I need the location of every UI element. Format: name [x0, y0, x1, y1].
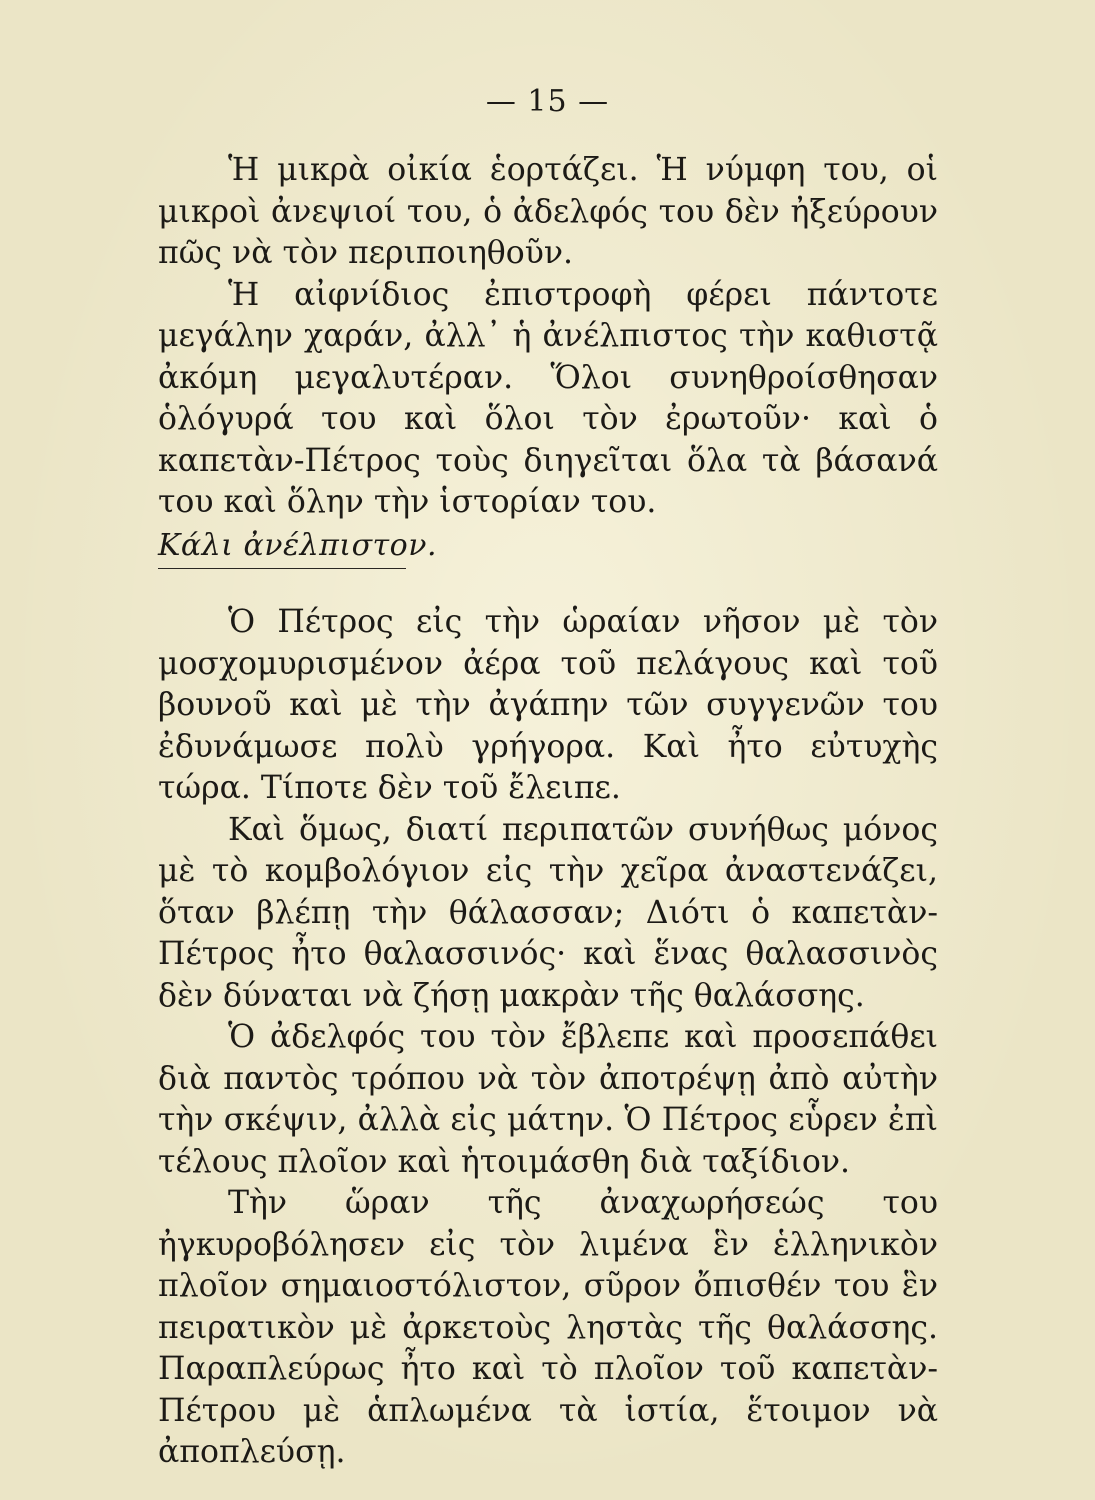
paragraph: Τὴν ὥραν τῆς ἀναχωρήσεώς του ἠγκυροβόλησεν εἰς τὸν λιμένα ἓν ἑλληνικὸν πλοῖον σημαιοστόλιστον, σῦρον ὄπισθέν του ἓν πειρατικὸν μὲ ἀρκετοὺς ληστὰς τῆς θαλάσσης. Παραπλεύρως ἦτο καὶ τὸ πλοῖον τοῦ καπετὰν-Πέτρου μὲ ἁπλωμένα τὰ ἱστία, ἕτοιμον νὰ ἀποπλεύσῃ.: [158, 1185, 938, 1470]
page-number: — 15 —: [485, 84, 610, 119]
heading-underline: [158, 568, 406, 569]
paragraph: Καὶ ὅμως, διατί περιπατῶν συνήθως μόνος μὲ τὸ κομβολόγιον εἰς τὴν χεῖρα ἀναστενάζει, ὅταν βλέπῃ τὴν θάλασσαν; Διότι ὁ καπετὰν-Πέτρος ἦτο θαλασσινός· καὶ ἕνας θαλασσινὸς δὲν δύναται νὰ ζήσῃ μακρὰν τῆς θαλάσσης.: [158, 811, 938, 1014]
paragraph: Ὁ ἀδελφός του τὸν ἔβλεπε καὶ προσεπάθει διὰ παντὸς τρόπου νὰ τὸν ἀποτρέψῃ ἀπὸ αὐτὴν τὴν σκέψιν, ἀλλὰ εἰς μάτην. Ὁ Πέτρος εὗρεν ἐπὶ τέλους πλοῖον καὶ ἡτοιμάσθη διὰ ταξίδιον.: [158, 1019, 938, 1180]
text-block-second: [158, 602, 938, 1474]
section-heading: Κάλι ἀνέλπιστον.: [158, 528, 437, 563]
text-block-first: [158, 150, 938, 524]
paragraph: Ἡ αἰφνίδιος ἐπιστροφὴ φέρει πάντοτε μεγάλην χαράν, ἀλλ᾽ ἡ ἀνέλπιστος τὴν καθιστᾷ ἀκόμη μεγαλυτέραν. Ὅλοι συνηθροίσθησαν ὁλόγυρά του καὶ ὅλοι τὸν ἐρωτοῦν· καὶ ὁ καπετὰν-Πέτρος τοὺς διηγεῖται ὅλα τὰ βάσανά του καὶ ὅλην τὴν ἱστορίαν του.: [158, 276, 938, 520]
paragraph: Ἡ μικρὰ οἰκία ἑορτάζει. Ἡ νύμφη του, οἱ μικροὶ ἀνεψιοί του, ὁ ἀδελφός του δὲν ἠξεύρουν πῶς νὰ τὸν περιποιηθοῦν.: [158, 152, 938, 271]
paragraph: Ὁ Πέτρος εἰς τὴν ὡραίαν νῆσον μὲ τὸν μοσχομυρισμένον ἀέρα τοῦ πελάγους καὶ τοῦ βουνοῦ καὶ μὲ τὴν ἀγάπην τῶν συγγενῶν του ἐδυνάμωσε πολὺ γρήγορα. Καὶ ἦτο εὐτυχὴς τώρα. Τίποτε δὲν τοῦ ἔλειπε.: [158, 604, 938, 806]
